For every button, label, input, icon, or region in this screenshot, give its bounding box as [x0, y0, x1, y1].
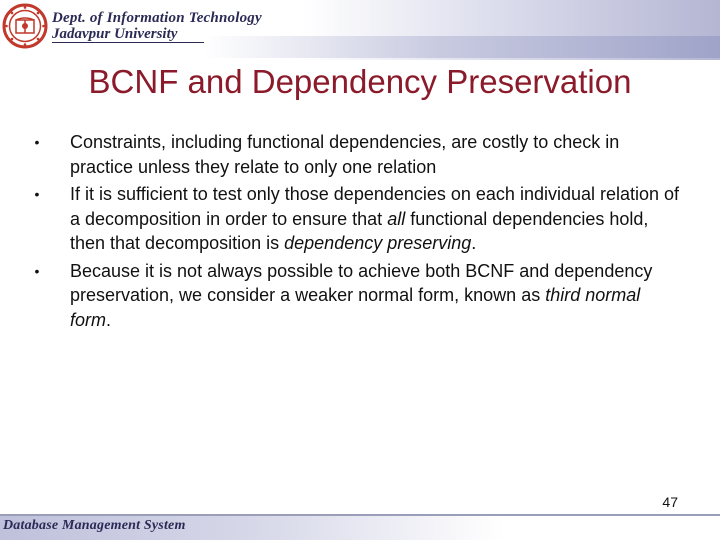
- bullet-dot-icon: •: [34, 186, 40, 202]
- bullet-emphasis: third normal form: [70, 285, 641, 330]
- bullet-text: Constraints, including functional dependencies, are costly to check in practice unless they relate to only one relation: [70, 132, 620, 177]
- bullet-list: [30, 130, 680, 335]
- bullet-text: Because it is not always possible to achieve both BCNF and dependency preservation, we consider a weaker normal form, known as: [70, 260, 653, 305]
- university-name: Jadavpur University: [52, 26, 178, 42]
- university-seal-icon: [2, 3, 48, 49]
- header-rule: [204, 36, 720, 58]
- header-text: [52, 10, 262, 42]
- bullet-text: If it is sufficient to test only those dependencies on each individual relation of a decomposition in order to ensure that: [70, 184, 680, 229]
- bullet-text: .: [471, 233, 477, 253]
- header-underline: [52, 42, 204, 43]
- bullet-item: [30, 259, 680, 333]
- slide-title: BCNF and Dependency Preservation: [88, 63, 632, 100]
- bullet-text: .: [106, 309, 112, 330]
- bullet-item: [30, 130, 680, 179]
- bullet-emphasis: dependency preserving: [284, 233, 472, 253]
- department-name: Dept. of Information Technology: [52, 10, 262, 26]
- bullet-emphasis: all: [387, 208, 406, 229]
- page-number: 47: [662, 494, 678, 510]
- bullet-dot-icon: •: [34, 262, 40, 279]
- bullet-dot-icon: •: [34, 134, 40, 150]
- course-name: Database Management System: [3, 518, 186, 533]
- bullet-item: [30, 182, 680, 256]
- bullet-text: functional dependencies hold, then that decomposition is: [70, 208, 649, 253]
